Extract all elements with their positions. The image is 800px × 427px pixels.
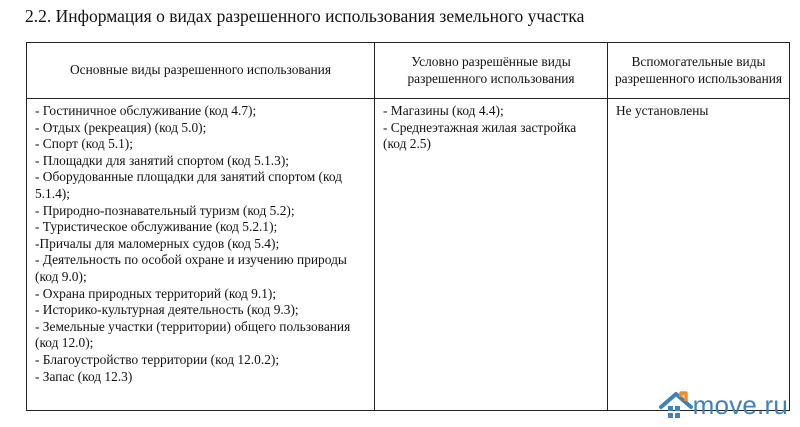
house-icon (659, 391, 693, 421)
table-header-row (27, 43, 790, 99)
land-use-table (26, 42, 790, 411)
main-use-item: - Благоустройство территории (код 12.0.2); (35, 351, 280, 367)
auxiliary-use-item: Не установлены (616, 103, 709, 118)
watermark (659, 390, 788, 421)
main-use-item: - Земельные участки (территории) общего пользования (код 12.0); (35, 318, 351, 351)
conditional-use-item: - Среднеэтажная жилая застройка (код 2.5) (383, 119, 577, 152)
main-use-item: - Деятельность по особой охране и изучению природы (код 9.0); (35, 252, 347, 284)
watermark-text: move.ru (692, 390, 788, 420)
main-use-item: - Спорт (код 5.1); (35, 136, 133, 152)
header-main-uses: Основные виды разрешенного использования (27, 43, 375, 99)
section-heading: 2.2. Информация о видах разрешенного использования земельного участка (25, 6, 585, 26)
auxiliary-uses-cell (608, 99, 790, 411)
main-use-item: - Историко-культурная деятельность (код 9.3); (35, 302, 299, 318)
table-row (27, 99, 790, 411)
main-use-item: -Причалы для маломерных судов (код 5.4); (35, 235, 280, 251)
header-conditional-uses: Условно разрешённые виды разрешенного использования (375, 43, 608, 99)
header-auxiliary-uses: Вспомогательные виды разрешенного использования (608, 43, 790, 99)
main-use-item: - Запас (код 12.3) (35, 368, 133, 384)
main-use-item: - Природно-познавательный туризм (код 5.2); (35, 202, 295, 218)
conditional-uses-cell (375, 99, 608, 411)
main-use-item: - Туристическое обслуживание (код 5.2.1); (35, 219, 278, 235)
main-uses-cell (27, 99, 375, 411)
conditional-use-item: - Магазины (код 4.4); (383, 103, 504, 118)
main-use-item: - Гостиничное обслуживание (код 4.7); (35, 103, 257, 118)
main-use-item: - Площадки для занятий спортом (код 5.1.3); (35, 152, 290, 168)
main-use-item: - Отдых (рекреация) (код 5.0); (35, 119, 207, 135)
main-use-item: - Охрана природных территорий (код 9.1); (35, 285, 277, 301)
main-use-item: - Оборудованные площадки для занятий спортом (код 5.1.4); (35, 169, 342, 201)
